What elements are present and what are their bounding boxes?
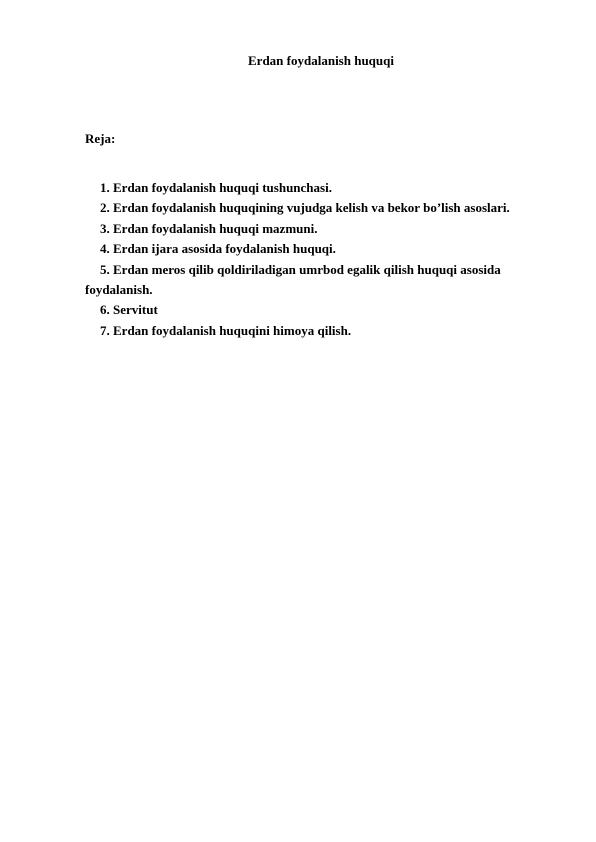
plan-item-2: 2. Erdan foydalanish huquqining vujudga kelish va bekor bo’lish asoslari. — [100, 200, 510, 216]
plan-item-5: 5. Erdan meros qilib qoldiriladigan umrbod egalik qilish huquqi asosida foydalanish. — [85, 261, 501, 298]
plan-list — [85, 178, 555, 341]
plan-item-6: 6. Servitut — [100, 302, 158, 318]
plan-item-4: 4. Erdan ijara asosida foydalanish huquqi. — [100, 241, 336, 257]
plan-item-7: 7. Erdan foydalanish huquqini himoya qilish. — [100, 322, 352, 338]
plan-item-3: 3. Erdan foydalanish huquqi mazmuni. — [100, 220, 318, 236]
plan-heading: Reja: — [85, 131, 116, 146]
plan-item-1: 1. Erdan foydalanish huquqi tushunchasi. — [100, 180, 332, 195]
document-title: Erdan foydalanish huquqi — [248, 53, 394, 68]
